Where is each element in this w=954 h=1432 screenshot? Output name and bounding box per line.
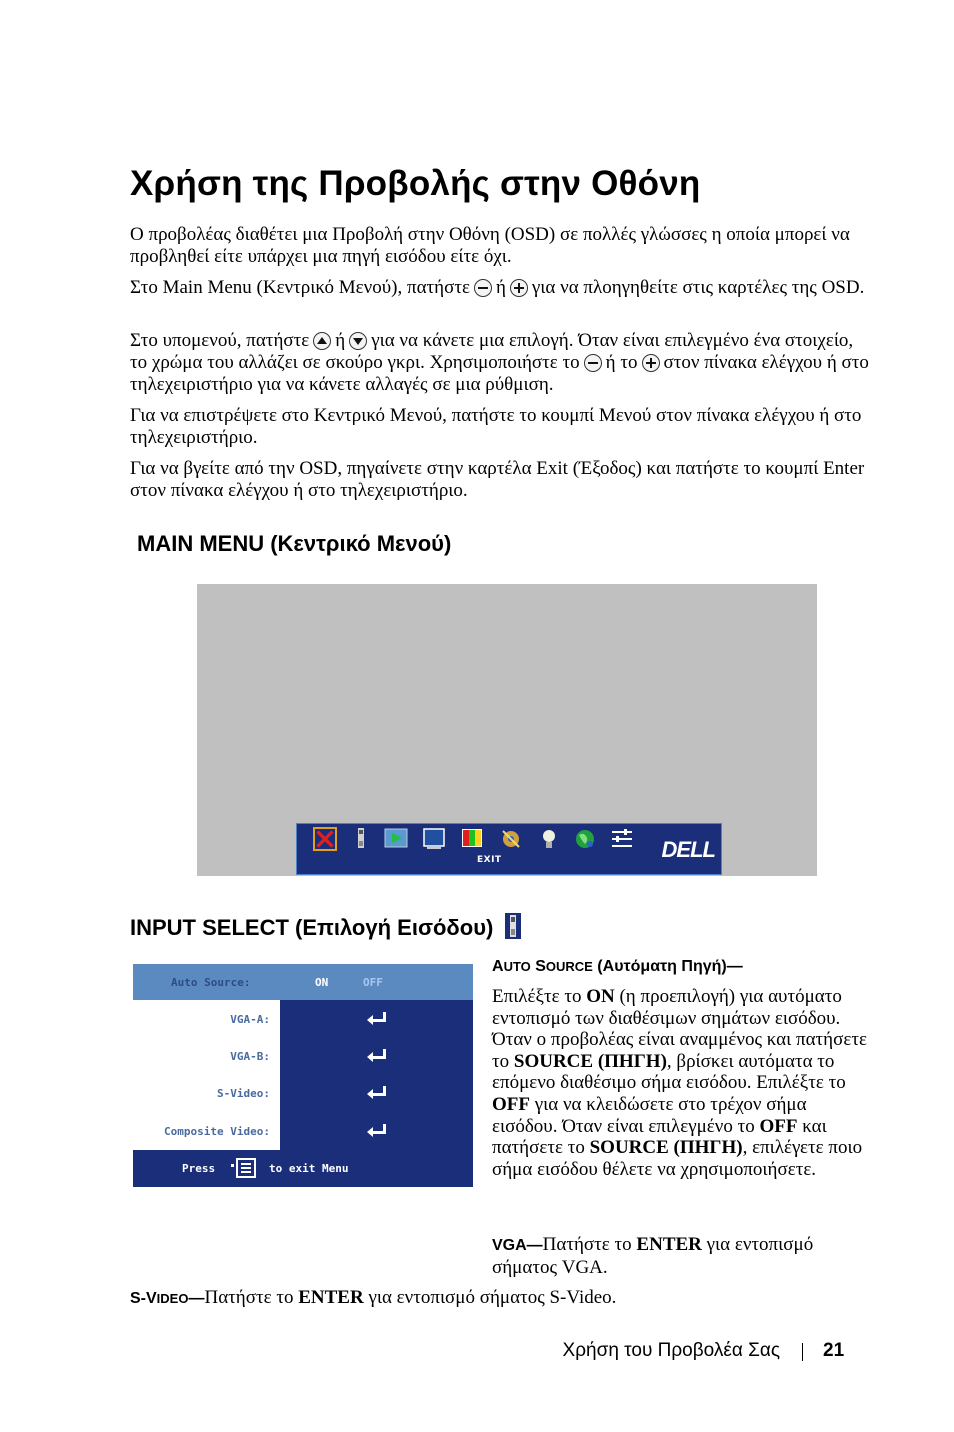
bold-text: SOURCE (ΠΗΓΗ) <box>589 1137 743 1159</box>
input-select-icon <box>505 913 521 939</box>
osd-header <box>133 964 473 1000</box>
bold-text: ENTER <box>298 1287 364 1308</box>
heading-part: A <box>492 958 504 975</box>
footer-divider <box>802 1343 803 1361</box>
intro-paragraph-1: Ο προβολέας διαθέτει μια Προβολή στην Οθόνη (OSD) σε πολλές γλώσσες η οποία μπορεί να προβληθεί είτε υπάρχει μια πηγή εισόδου είτε όχι. <box>130 224 850 267</box>
display-icon[interactable] <box>460 827 484 851</box>
auto-source-heading <box>492 956 872 978</box>
menu-button-icon <box>231 1158 259 1178</box>
intro-text: ή <box>495 277 506 298</box>
set-up-icon[interactable] <box>537 827 561 851</box>
s-video-description <box>130 1287 870 1310</box>
enter-icon[interactable] <box>365 1011 387 1027</box>
intro-text: ή <box>335 330 346 351</box>
up-button-icon <box>313 332 331 350</box>
text: για να κλειδώσετε στο τρέχον σήμα εισόδου. Όταν είναι επιλεγμένο το <box>492 1093 807 1137</box>
plus-button-icon <box>642 354 660 372</box>
s-video-label: — <box>188 1290 205 1307</box>
intro-paragraph-3 <box>130 330 870 396</box>
text: για εντοπισμό σήματος S-Video. <box>363 1287 617 1308</box>
picture-icon[interactable] <box>422 827 446 851</box>
text: , βρίσκει αυτόματα το επόμενο διαθέσιμο σήμα εισόδου. Επιλέξτε το <box>492 1050 846 1094</box>
bold-text: SOURCE (ΠΗΓΗ) <box>513 1050 667 1072</box>
intro-text: ή το <box>605 352 638 373</box>
composite-video-label: Composite Video: <box>164 1125 270 1138</box>
auto-source-description <box>492 986 872 1180</box>
intro-paragraph-5: Για να βγείτε από την OSD, πηγαίνετε στην καρτέλα Exit (Έξοδος) και πατήστε το κουμπί Enter στον πίνακα ελέγχου ή στο τηλεχειριστήριο. <box>130 458 865 501</box>
enter-icon[interactable] <box>365 1048 387 1064</box>
input-select-heading <box>130 913 521 941</box>
text: και πατήσετε το <box>492 1115 827 1159</box>
on-option[interactable]: ON <box>315 976 329 989</box>
intro-text: για να πλοηγηθείτε στις καρτέλες της OSD. <box>531 277 865 298</box>
exit-label: EXIT <box>477 855 502 865</box>
bold-text: ENTER <box>636 1234 702 1255</box>
off-option[interactable]: OFF <box>363 976 383 989</box>
footer-section: Χρήση του Προβολέα Σας <box>562 1340 780 1361</box>
osd-footer-exit: to exit Menu <box>269 1162 349 1175</box>
text: Επιλέξτε το <box>492 986 587 1007</box>
others-icon[interactable] <box>610 827 634 851</box>
auto-adjust-icon[interactable] <box>384 827 408 851</box>
vga-b-label: VGA-B: <box>230 1050 270 1063</box>
intro-text: Στο Main Menu (Κεντρικό Μενού), πατήστε <box>130 277 470 298</box>
vga-label: VGA— <box>492 1237 543 1254</box>
enter-icon[interactable] <box>365 1123 387 1139</box>
text: , επιλέγετε ποιο σήμα εισόδου θέλετε να χρησιμοποιήσετε. <box>492 1137 863 1180</box>
plus-button-icon <box>510 279 528 297</box>
intro-text: στον πίνακα ελέγχου ή στο τηλεχειριστήριο για να κάνετε αλλαγές σε μια ρύθμιση. <box>130 352 869 395</box>
input-select-osd <box>133 964 473 1187</box>
osd-footer <box>133 1150 473 1187</box>
down-button-icon <box>349 332 367 350</box>
minus-button-icon <box>474 279 492 297</box>
s-video-label: IDEO <box>156 1291 189 1306</box>
intro-text: για να κάνετε μια επιλογή. Όταν είναι επιλεγμένο ένα στοιχείο, το χρώμα του αλλάζει σε σκούρο γκρι. Χρησιμοποιήστε το <box>130 330 854 373</box>
s-video-label: S-V <box>130 1290 157 1307</box>
vga-description <box>492 1234 872 1278</box>
bold-text: OFF <box>759 1115 798 1137</box>
heading-part: S <box>530 958 546 975</box>
input-select-icon[interactable] <box>349 827 373 851</box>
intro-paragraph-2 <box>130 277 870 299</box>
enter-icon[interactable] <box>365 1085 387 1101</box>
text: Πατήστε το <box>542 1234 637 1255</box>
main-menu-heading: MAIN MENU (Κεντρικό Μενού) <box>137 531 452 556</box>
s-video-label: S-Video: <box>217 1087 270 1100</box>
main-menu-bar <box>296 823 722 875</box>
page-title: Χρήση της Προβολής στην Οθόνη <box>130 164 701 203</box>
intro-text: Στο υπομενού, πατήστε <box>130 330 310 351</box>
bold-text: OFF <box>492 1093 530 1115</box>
text: για εντοπισμό σήματος VGA. <box>492 1234 814 1278</box>
heading-part: OURCE <box>545 959 593 974</box>
minus-button-icon <box>584 354 602 372</box>
auto-source-label: Auto Source: <box>171 976 251 989</box>
page-number: 21 <box>823 1340 845 1361</box>
vga-a-label: VGA-A: <box>230 1013 270 1026</box>
text: (η προεπιλογή) για αυτόματο εντοπισμό των διαθέσιμων σημάτων εισόδου. Όταν ο προβολέας είναι αναμμένος και πατήσετε το <box>492 986 867 1072</box>
heading-part: (Αυτόματη Πηγή)— <box>592 958 743 975</box>
bold-text: ON <box>586 986 615 1007</box>
exit-icon[interactable] <box>313 827 337 851</box>
language-icon[interactable] <box>573 827 597 851</box>
dell-logo: DELL <box>661 837 715 862</box>
heading-part: UTO <box>503 959 531 974</box>
osd-footer-press: Press <box>182 1162 216 1175</box>
text: Πατήστε το <box>204 1287 299 1308</box>
intro-paragraph-4: Για να επιστρέψετε στο Κεντρικό Μενού, πατήστε το κουμπί Μενού στον πίνακα ελέγχου ή στο τηλεχειριστήριο. <box>130 405 862 448</box>
input-select-heading-text: INPUT SELECT (Επιλογή Εισόδου) <box>130 915 494 940</box>
lamp-icon[interactable] <box>499 827 523 851</box>
